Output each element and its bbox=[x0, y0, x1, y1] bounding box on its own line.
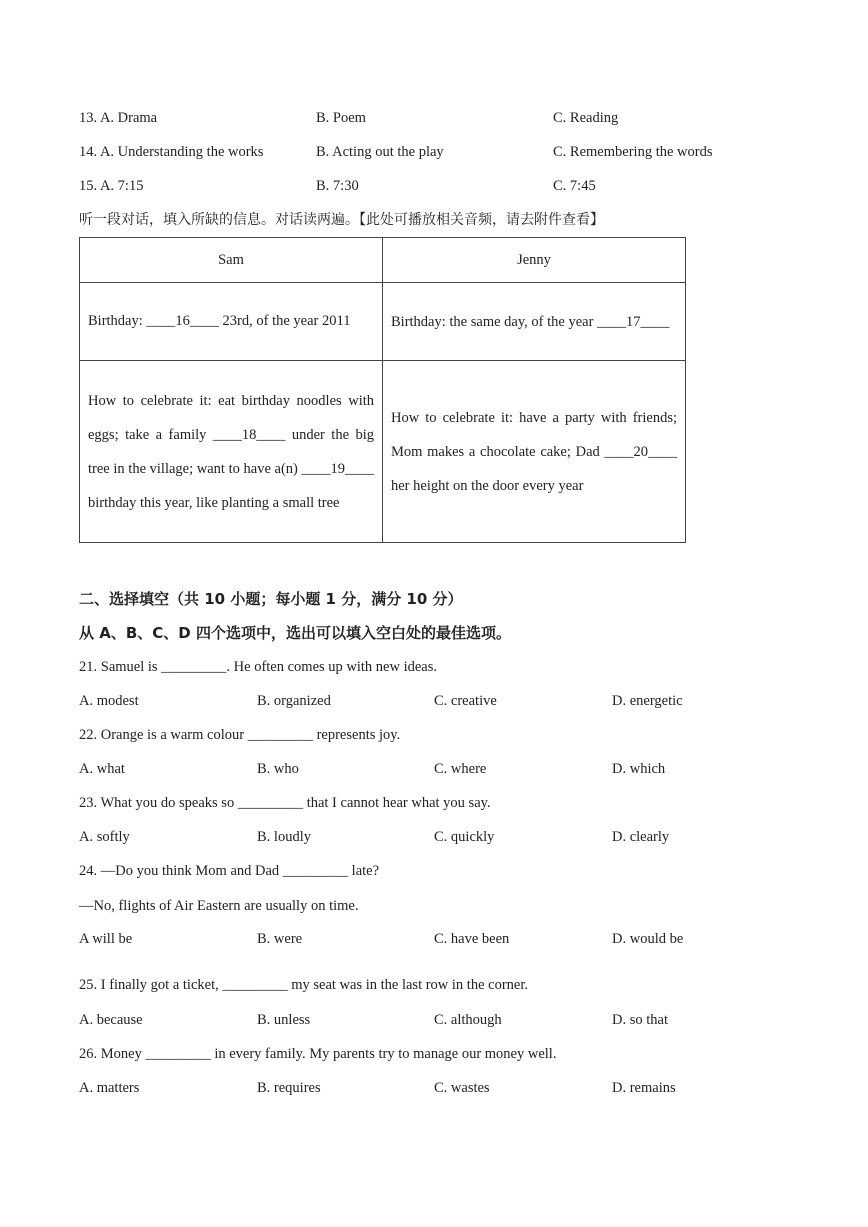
header-jenny: Jenny bbox=[383, 238, 686, 283]
sam-birthday-cell bbox=[80, 283, 383, 361]
q26-option-a: A. matters bbox=[79, 1080, 140, 1096]
q15-option-a: 15. A. 7:15 bbox=[79, 178, 144, 194]
sam-birthday-label: Birthday: bbox=[88, 313, 147, 329]
q26-option-b: B. requires bbox=[257, 1080, 321, 1096]
q23-option-a: A. softly bbox=[79, 829, 130, 845]
sam-birthday-date: 23rd, of the year 2011 bbox=[218, 313, 351, 329]
section2-title: 二、选择填空（共 10 小题；每小题 1 分，满分 10 分） bbox=[79, 590, 463, 608]
blank-17: ____17____ bbox=[597, 313, 670, 330]
q23-option-b: B. loudly bbox=[257, 829, 311, 845]
q21-option-d: D. energetic bbox=[612, 693, 683, 709]
q15-option-c: C. 7:45 bbox=[553, 178, 596, 194]
q23-option-d: D. clearly bbox=[612, 829, 670, 845]
q21-option-c: C. creative bbox=[434, 693, 497, 709]
q23-option-c: C. quickly bbox=[434, 829, 495, 845]
jenny-celebrate-text-2: her height on the door every year bbox=[391, 477, 584, 494]
q24-stem: 24. —Do you think Mom and Dad _________ late? bbox=[79, 863, 380, 879]
q15-option-b: B. 7:30 bbox=[316, 178, 359, 194]
q21-option-b: B. organized bbox=[257, 693, 331, 709]
sam-celebrate-text-1: How to celebrate it: eat birthday noodles with eggs; take a family bbox=[88, 392, 374, 443]
q22-option-c: C. where bbox=[434, 761, 487, 777]
q22-option-b: B. who bbox=[257, 761, 299, 777]
q25-stem: 25. I finally got a ticket, _________ my seat was in the last row in the corner. bbox=[79, 977, 528, 993]
q26-option-c: C. wastes bbox=[434, 1080, 490, 1096]
q22-option-a: A. what bbox=[79, 761, 125, 777]
section2-instruction: 从 A、B、C、D 四个选项中，选出可以填入空白处的最佳选项。 bbox=[79, 624, 511, 642]
sam-celebrate-text-2: under the big tree in the village; want to have a(n) bbox=[88, 426, 374, 477]
blank-18: ____18____ bbox=[212, 426, 286, 443]
q25-option-a: A. because bbox=[79, 1012, 143, 1028]
dialog-instruction: 听一段对话，填入所缺的信息。对话读两遍。【此处可播放相关音频，请去附件查看】 bbox=[79, 212, 604, 228]
q25-option-c: C. although bbox=[434, 1012, 502, 1028]
jenny-birthday-label: Birthday: the same day, of the year bbox=[391, 313, 598, 330]
jenny-celebrate-text-1: How to celebrate it: have a party with friends; Mom makes a chocolate cake; Dad bbox=[391, 409, 677, 460]
q24-option-b: B. were bbox=[257, 931, 303, 947]
q13-option-a: 13. A. Drama bbox=[79, 110, 158, 126]
q13-option-c: C. Reading bbox=[553, 110, 619, 126]
q26-stem: 26. Money _________ in every family. My parents try to manage our money well. bbox=[79, 1046, 557, 1062]
info-table bbox=[79, 237, 686, 543]
q14-option-a: 14. A. Understanding the works bbox=[79, 144, 264, 160]
blank-16: ____16____ bbox=[146, 313, 219, 329]
q14-option-c: C. Remembering the words bbox=[553, 144, 713, 160]
blank-19: ____19____ bbox=[301, 460, 374, 477]
q24-option-c: C. have been bbox=[434, 931, 510, 947]
q24-response: —No, flights of Air Eastern are usually on time. bbox=[79, 898, 359, 914]
header-sam: Sam bbox=[80, 238, 383, 283]
sam-celebrate-cell bbox=[80, 361, 383, 543]
q26-option-d: D. remains bbox=[612, 1080, 676, 1096]
q14-option-b: B. Acting out the play bbox=[316, 144, 444, 160]
q24-option-a: A will be bbox=[79, 931, 133, 947]
sam-celebrate-text-3: birthday this year, like planting a small tree bbox=[88, 494, 340, 511]
jenny-birthday-cell bbox=[383, 283, 686, 361]
q25-option-b: B. unless bbox=[257, 1012, 311, 1028]
q25-option-d: D. so that bbox=[612, 1012, 668, 1028]
q22-option-d: D. which bbox=[612, 761, 666, 777]
jenny-celebrate-cell bbox=[383, 361, 686, 543]
q21-option-a: A. modest bbox=[79, 693, 139, 709]
q22-stem: 22. Orange is a warm colour _________ represents joy. bbox=[79, 727, 401, 743]
q13-option-b: B. Poem bbox=[316, 110, 366, 126]
blank-20: ____20____ bbox=[604, 443, 677, 460]
q24-option-d: D. would be bbox=[612, 931, 684, 947]
q21-stem: 21. Samuel is _________. He often comes up with new ideas. bbox=[79, 659, 438, 675]
q23-stem: 23. What you do speaks so _________ that I cannot hear what you say. bbox=[79, 795, 491, 811]
